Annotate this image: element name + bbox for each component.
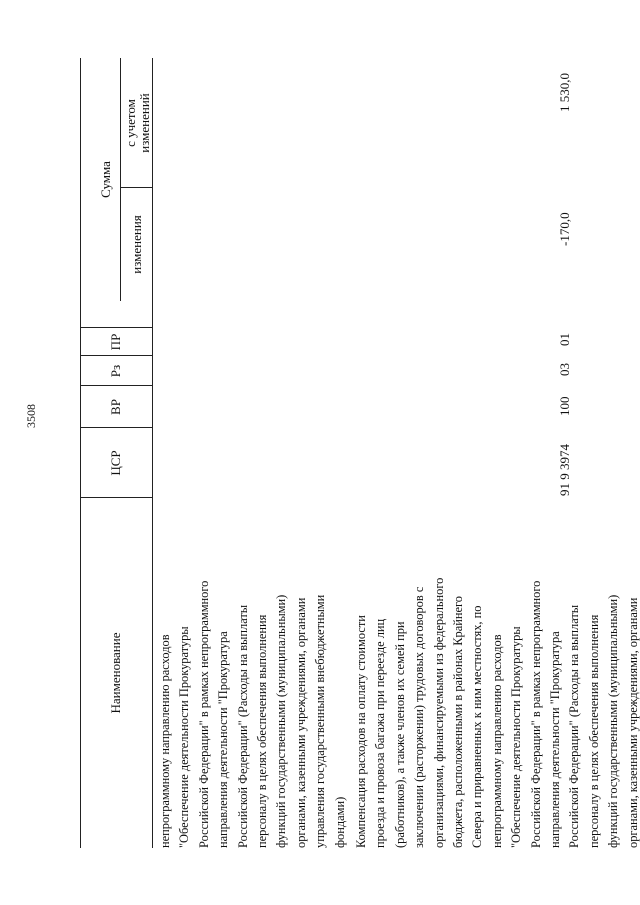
row1-line: Российской Федерации" (Расходы на выплаты (235, 604, 250, 848)
header-with-changes-2: изменений (137, 93, 152, 153)
header-name: Наименование (108, 632, 123, 714)
row2-line: органами, казенными учреждениями, органами (625, 597, 640, 848)
row2-line: непрограммному направлению расходов (489, 634, 504, 848)
header-csr: ЦСР (108, 450, 123, 476)
row2-description (352, 508, 640, 848)
row1-line: органами, казенными учреждениями, органами (293, 597, 308, 848)
row2-line: проезда и провоза багажа при переезде лиц (373, 618, 388, 848)
row2-line: заключении (расторжении) трудовых договоров с (412, 586, 427, 848)
row1-line: Российской Федерации" в рамках непрограммного (196, 580, 211, 848)
row2-line: организациями, финансируемыми из федерального (431, 577, 446, 848)
row2-line: Севера и приравненных к ним местностях, по (470, 605, 485, 848)
row1-line: управления государственными внебюджетными (313, 594, 328, 848)
row2-line: персоналу в целях обеспечения выполнения (586, 614, 601, 848)
row1-description (156, 508, 350, 848)
row1-line: направления деятельности "Прокуратура (216, 631, 231, 848)
row2-line: направления деятельности "Прокуратура (548, 631, 563, 848)
row1-line: персоналу в целях обеспечения выполнения (255, 614, 270, 848)
row2-rz: 03 (557, 363, 572, 376)
row1-line: функций государственными (муниципальными) (274, 594, 289, 848)
table-top-border (80, 58, 81, 848)
row2-line: бюджета, расположенными в районах Крайнего (451, 596, 466, 848)
header-bottom-border (152, 58, 153, 848)
row2-line: (работников), а также членов их семей при (392, 621, 407, 848)
header-changes: изменения (129, 215, 144, 274)
header-sum: Сумма (98, 161, 113, 198)
row2-line: Российской Федерации" (Расходы на выплаты (567, 604, 582, 848)
header-vr: ВР (108, 399, 123, 415)
row1-line: "Обеспечение деятельности Прокуратуры (177, 626, 192, 848)
sum-subheader-divider (120, 58, 121, 301)
budget-table (70, 56, 640, 856)
row2-total: 1 530,0 (557, 73, 572, 112)
row1-line: фондами) (332, 796, 347, 848)
header-pr: ПР (108, 333, 123, 351)
row2-vr: 100 (557, 396, 572, 416)
row1-line: непрограммному направлению расходов (158, 634, 172, 848)
page-number: 3508 (24, 404, 38, 428)
row2-line: функций государственными (муниципальными) (606, 594, 621, 848)
header-rz: Рз (108, 364, 123, 378)
row2-pr: 01 (557, 333, 572, 346)
row2-csr: 91 9 3974 (557, 444, 572, 496)
header-with-changes-1: с учетом (123, 99, 138, 147)
row2-line: "Обеспечение деятельности Прокуратуры (509, 626, 524, 848)
row2-line: Российской Федерации" в рамках непрограммного (528, 580, 543, 848)
row2-line: Компенсация расходов на оплату стоимости (354, 615, 368, 848)
row2-change: -170,0 (557, 212, 572, 246)
